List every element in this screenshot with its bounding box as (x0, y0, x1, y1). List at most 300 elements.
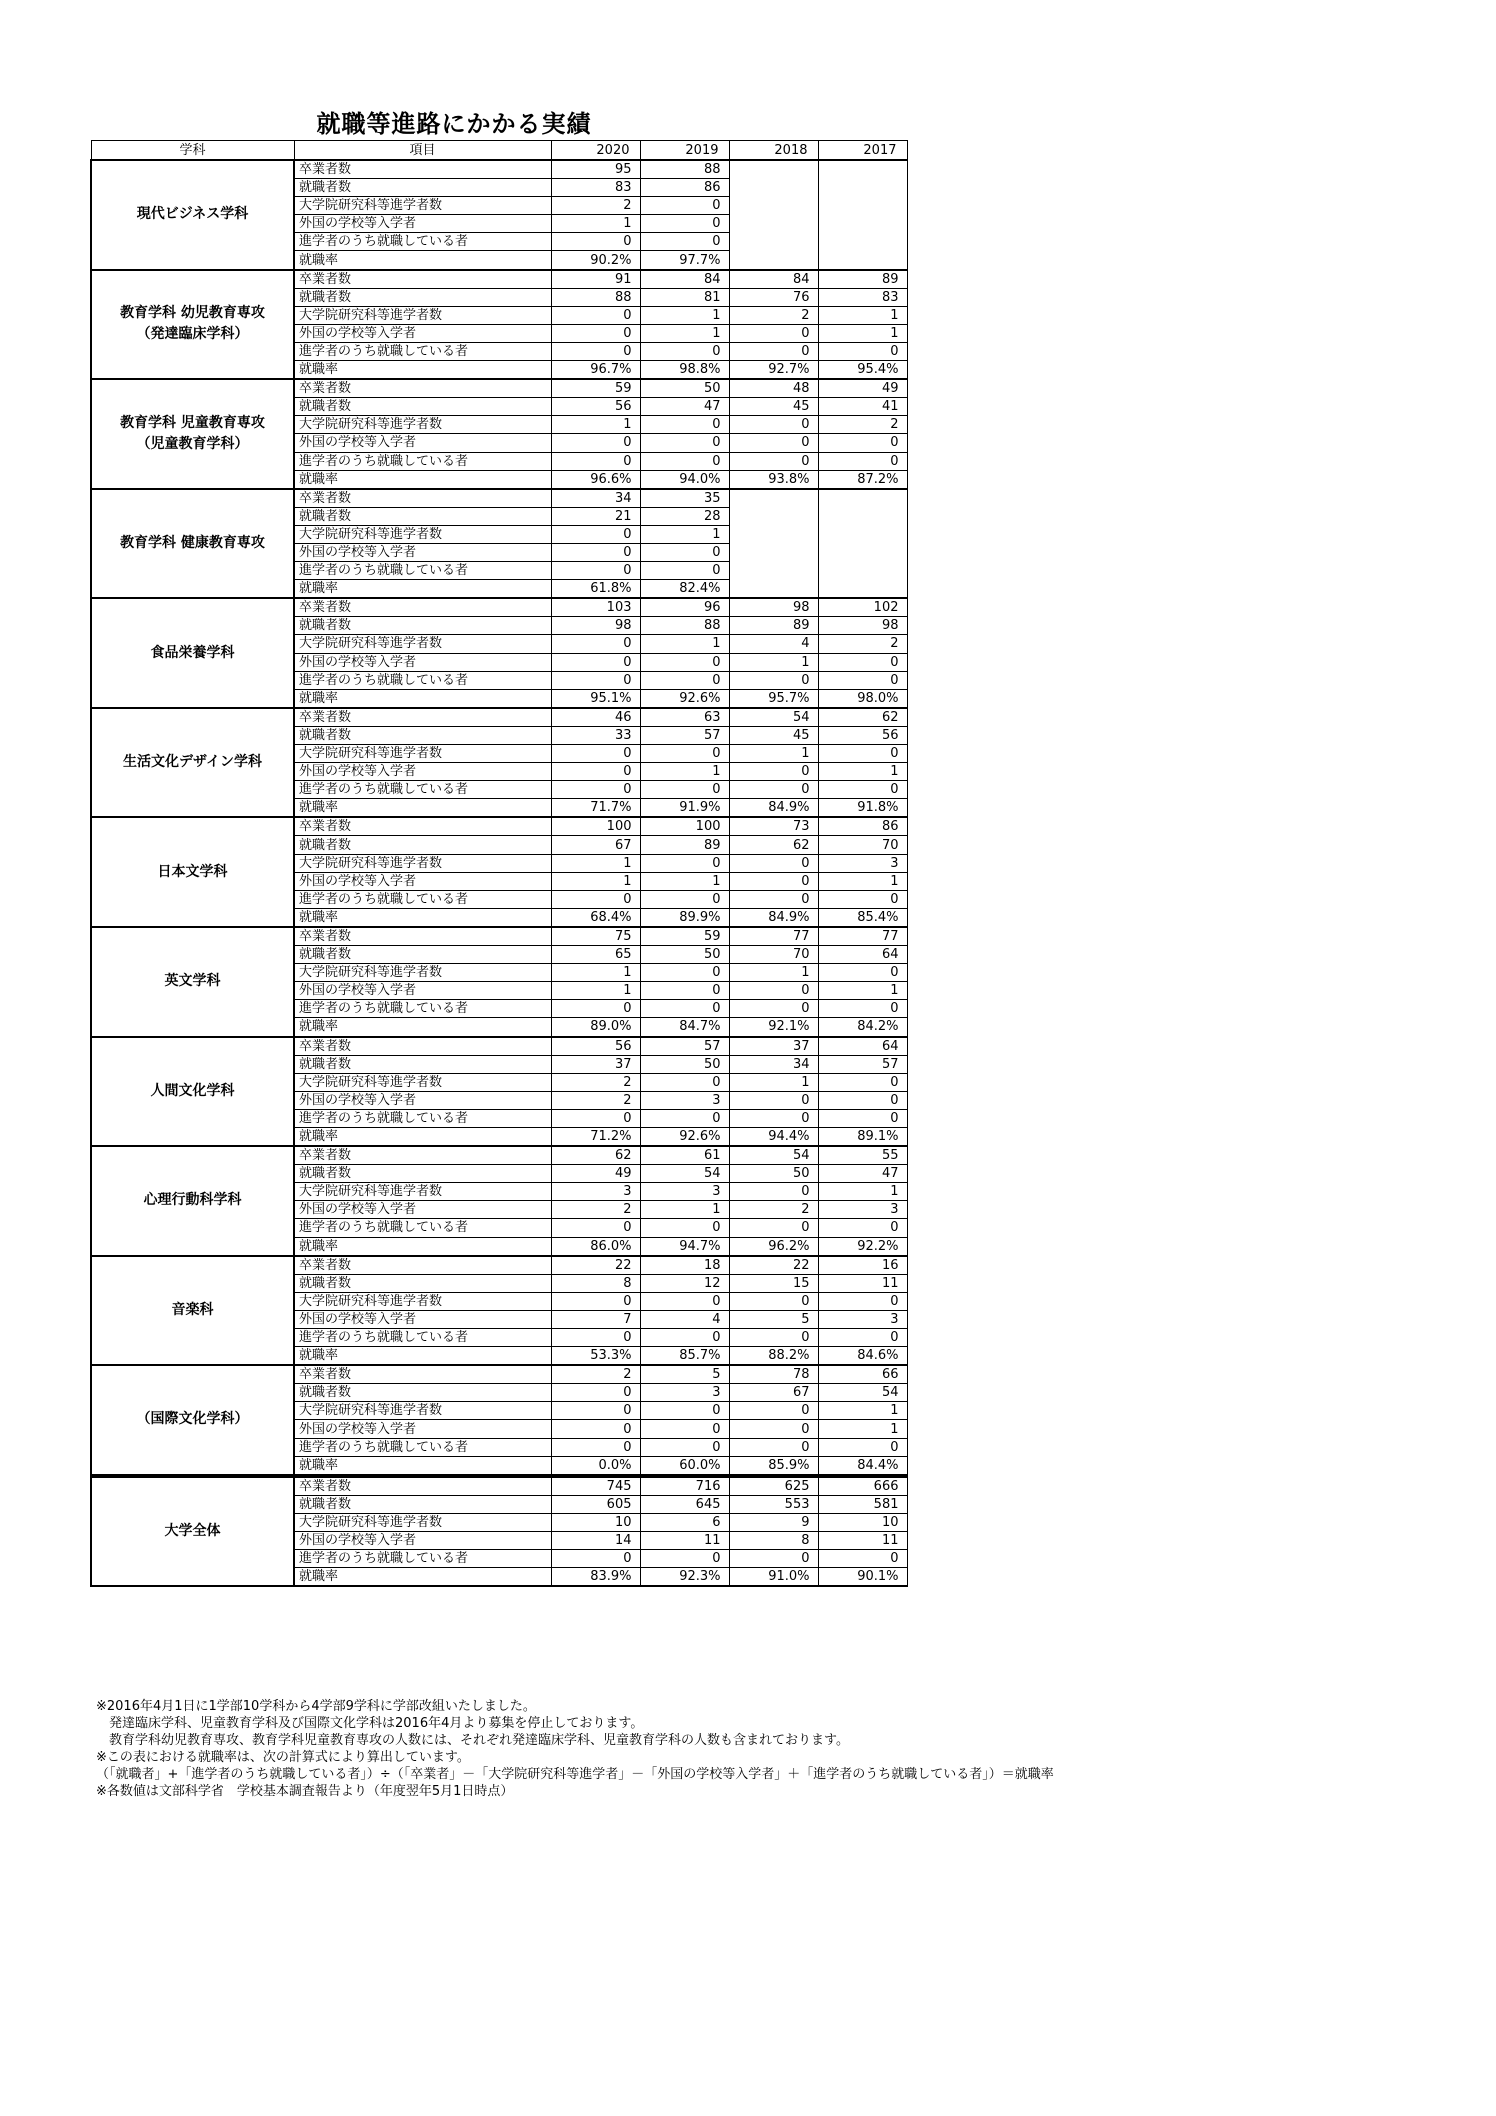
value-cell (729, 233, 818, 251)
value-cell: 0 (640, 1000, 729, 1018)
value-cell: 0 (818, 1000, 907, 1018)
value-cell: 2 (551, 1073, 640, 1091)
value-cell: 61.8% (551, 580, 640, 599)
row-label: 就職率 (294, 689, 551, 708)
value-cell: 4 (729, 635, 818, 653)
row-label: 大学院研究科等進学者数 (294, 197, 551, 215)
value-cell: 666 (818, 1476, 907, 1496)
row-label: 就職者数 (294, 1165, 551, 1183)
row-label: 卒業者数 (294, 708, 551, 727)
department-name: 教育学科 健康教育専攻 (91, 489, 294, 599)
value-cell: 54 (729, 1146, 818, 1165)
value-cell: 1 (640, 324, 729, 342)
header-year-2017: 2017 (818, 141, 907, 161)
value-cell: 47 (640, 398, 729, 416)
value-cell: 62 (551, 1146, 640, 1165)
value-cell: 3 (818, 854, 907, 872)
value-cell: 2 (551, 197, 640, 215)
footnotes (96, 1698, 1054, 1800)
value-cell: 1 (818, 1183, 907, 1201)
value-cell: 86 (818, 817, 907, 836)
value-cell: 3 (640, 1183, 729, 1201)
value-cell: 0 (729, 1550, 818, 1568)
value-cell (729, 197, 818, 215)
value-cell: 50 (729, 1165, 818, 1183)
value-cell (729, 562, 818, 580)
value-cell: 95.4% (818, 361, 907, 380)
value-cell: 0 (729, 1000, 818, 1018)
value-cell: 49 (551, 1165, 640, 1183)
value-cell: 0 (729, 781, 818, 799)
value-cell: 90.2% (551, 251, 640, 270)
value-cell: 0 (640, 1219, 729, 1237)
row-label: 外国の学校等入学者 (294, 543, 551, 561)
value-cell: 0 (818, 890, 907, 908)
row-label: 外国の学校等入学者 (294, 653, 551, 671)
value-cell: 0 (640, 1329, 729, 1347)
department-name: 音楽科 (91, 1256, 294, 1366)
value-cell: 64 (818, 1037, 907, 1056)
value-cell: 2 (818, 635, 907, 653)
value-cell: 0 (551, 1329, 640, 1347)
value-cell: 1 (818, 306, 907, 324)
value-cell: 84 (640, 270, 729, 289)
row-label: 卒業者数 (294, 1037, 551, 1056)
value-cell: 94.0% (640, 470, 729, 489)
value-cell: 55 (818, 1146, 907, 1165)
value-cell (818, 489, 907, 508)
value-cell: 46 (551, 708, 640, 727)
value-cell: 0 (640, 562, 729, 580)
value-cell: 0 (640, 434, 729, 452)
row-label: 卒業者数 (294, 927, 551, 946)
value-cell: 1 (818, 1420, 907, 1438)
value-cell: 98.8% (640, 361, 729, 380)
value-cell: 34 (551, 489, 640, 508)
value-cell: 0 (640, 1073, 729, 1091)
row-label: 就職率 (294, 580, 551, 599)
value-cell (729, 251, 818, 270)
row-label: 卒業者数 (294, 1146, 551, 1165)
table-row (91, 708, 907, 727)
value-cell: 0 (551, 1402, 640, 1420)
value-cell: 94.7% (640, 1237, 729, 1256)
row-label: 就職者数 (294, 1384, 551, 1402)
value-cell: 78 (729, 1365, 818, 1384)
department-name: 英文学科 (91, 927, 294, 1037)
row-label: 外国の学校等入学者 (294, 1201, 551, 1219)
value-cell: 0 (640, 197, 729, 215)
value-cell: 1 (551, 215, 640, 233)
value-cell: 581 (818, 1495, 907, 1513)
value-cell: 82.4% (640, 580, 729, 599)
department-name: 教育学科 児童教育専攻 （児童教育学科） (91, 379, 294, 489)
value-cell: 67 (729, 1384, 818, 1402)
row-label: 就職者数 (294, 726, 551, 744)
value-cell: 0 (551, 342, 640, 360)
row-label: 進学者のうち就職している者 (294, 781, 551, 799)
row-label: 大学院研究科等進学者数 (294, 1513, 551, 1531)
value-cell: 8 (729, 1532, 818, 1550)
value-cell: 1 (818, 872, 907, 890)
value-cell: 68.4% (551, 908, 640, 927)
value-cell: 37 (729, 1037, 818, 1056)
row-label: 進学者のうち就職している者 (294, 562, 551, 580)
value-cell: 1 (818, 324, 907, 342)
value-cell (818, 525, 907, 543)
value-cell: 85.7% (640, 1347, 729, 1366)
row-label: 就職者数 (294, 836, 551, 854)
row-label: 卒業者数 (294, 598, 551, 617)
value-cell (818, 543, 907, 561)
row-label: 就職率 (294, 1568, 551, 1587)
value-cell: 0 (640, 671, 729, 689)
row-label: 大学院研究科等進学者数 (294, 306, 551, 324)
value-cell: 0 (818, 1219, 907, 1237)
value-cell: 22 (729, 1256, 818, 1275)
value-cell: 9 (729, 1513, 818, 1531)
row-label: 外国の学校等入学者 (294, 215, 551, 233)
value-cell: 0 (729, 1420, 818, 1438)
row-label: 就職者数 (294, 398, 551, 416)
value-cell: 3 (818, 1201, 907, 1219)
row-label: 卒業者数 (294, 270, 551, 289)
value-cell: 0 (818, 781, 907, 799)
value-cell: 0 (640, 342, 729, 360)
value-cell: 84.9% (729, 908, 818, 927)
value-cell: 47 (818, 1165, 907, 1183)
value-cell: 41 (818, 398, 907, 416)
value-cell: 54 (729, 708, 818, 727)
value-cell: 59 (551, 379, 640, 398)
value-cell: 1 (818, 1402, 907, 1420)
department-name: 教育学科 幼児教育専攻 （発達臨床学科） (91, 270, 294, 380)
value-cell: 92.2% (818, 1237, 907, 1256)
value-cell (729, 543, 818, 561)
table-row (91, 1256, 907, 1275)
value-cell: 89.9% (640, 908, 729, 927)
value-cell: 66 (818, 1365, 907, 1384)
value-cell: 70 (818, 836, 907, 854)
row-label: 就職者数 (294, 507, 551, 525)
value-cell: 95.1% (551, 689, 640, 708)
value-cell: 0 (729, 763, 818, 781)
value-cell: 98 (551, 617, 640, 635)
row-label: 大学院研究科等進学者数 (294, 1073, 551, 1091)
value-cell: 0 (640, 1109, 729, 1127)
value-cell: 59 (640, 927, 729, 946)
value-cell: 91.0% (729, 1568, 818, 1587)
value-cell: 2 (551, 1201, 640, 1219)
row-label: 大学院研究科等進学者数 (294, 416, 551, 434)
department-name: 生活文化デザイン学科 (91, 708, 294, 818)
row-label: 就職率 (294, 1127, 551, 1146)
value-cell: 5 (640, 1365, 729, 1384)
value-cell: 11 (818, 1532, 907, 1550)
header-year-2020: 2020 (551, 141, 640, 161)
value-cell: 63 (640, 708, 729, 727)
value-cell: 0 (729, 854, 818, 872)
value-cell: 96.7% (551, 361, 640, 380)
value-cell: 1 (640, 1201, 729, 1219)
value-cell: 87.2% (818, 470, 907, 489)
row-label: 外国の学校等入学者 (294, 1310, 551, 1328)
value-cell: 92.7% (729, 361, 818, 380)
value-cell: 83.9% (551, 1568, 640, 1587)
value-cell: 0 (729, 1219, 818, 1237)
value-cell: 0 (640, 982, 729, 1000)
row-label: 就職者数 (294, 946, 551, 964)
row-label: 大学院研究科等進学者数 (294, 1183, 551, 1201)
row-label: 就職率 (294, 251, 551, 270)
page-title: 就職等進路にかかる実績 (316, 110, 592, 138)
value-cell: 0 (640, 781, 729, 799)
value-cell: 0 (640, 416, 729, 434)
row-label: 外国の学校等入学者 (294, 434, 551, 452)
value-cell: 61 (640, 1146, 729, 1165)
value-cell: 92.1% (729, 1018, 818, 1037)
value-cell: 28 (640, 507, 729, 525)
value-cell: 96 (640, 598, 729, 617)
value-cell: 2 (551, 1091, 640, 1109)
value-cell: 0 (551, 562, 640, 580)
value-cell: 0 (818, 1292, 907, 1310)
value-cell: 0.0% (551, 1456, 640, 1476)
value-cell: 605 (551, 1495, 640, 1513)
table-row (91, 160, 907, 179)
value-cell: 0 (640, 543, 729, 561)
value-cell: 67 (551, 836, 640, 854)
value-cell: 84.9% (729, 799, 818, 818)
value-cell: 3 (640, 1384, 729, 1402)
value-cell: 102 (818, 598, 907, 617)
value-cell: 0 (818, 1091, 907, 1109)
value-cell: 0 (551, 1384, 640, 1402)
value-cell: 745 (551, 1476, 640, 1496)
value-cell (729, 525, 818, 543)
table-row (91, 1146, 907, 1165)
value-cell: 0 (640, 1438, 729, 1456)
footnote-line: ※2016年4月1日に1学部10学科から4学部9学科に学部改組いたしました。 (96, 1699, 536, 1714)
value-cell (729, 580, 818, 599)
value-cell: 14 (551, 1532, 640, 1550)
value-cell: 11 (818, 1274, 907, 1292)
row-label: 就職率 (294, 470, 551, 489)
row-label: 就職率 (294, 908, 551, 927)
value-cell: 0 (640, 964, 729, 982)
value-cell: 0 (551, 1438, 640, 1456)
value-cell (818, 580, 907, 599)
row-label: 進学者のうち就職している者 (294, 452, 551, 470)
value-cell: 0 (551, 635, 640, 653)
table-header-row (91, 141, 907, 161)
value-cell: 2 (729, 1201, 818, 1219)
footnote-line: ※この表における就職率は、次の計算式により算出しています。 (96, 1750, 470, 1765)
value-cell: 92.6% (640, 1127, 729, 1146)
value-cell: 88 (640, 617, 729, 635)
value-cell: 56 (551, 1037, 640, 1056)
row-label: 進学者のうち就職している者 (294, 342, 551, 360)
value-cell: 0 (818, 964, 907, 982)
department-name: 人間文化学科 (91, 1037, 294, 1147)
value-cell: 103 (551, 598, 640, 617)
value-cell: 71.7% (551, 799, 640, 818)
department-name: 現代ビジネス学科 (91, 160, 294, 270)
value-cell: 11 (640, 1532, 729, 1550)
table-body (91, 160, 907, 1586)
value-cell: 77 (818, 927, 907, 946)
value-cell: 0 (729, 342, 818, 360)
row-label: 進学者のうち就職している者 (294, 890, 551, 908)
value-cell: 0 (551, 671, 640, 689)
value-cell: 35 (640, 489, 729, 508)
row-label: 大学院研究科等進学者数 (294, 854, 551, 872)
row-label: 進学者のうち就職している者 (294, 233, 551, 251)
value-cell: 0 (729, 1292, 818, 1310)
header-year-2018: 2018 (729, 141, 818, 161)
value-cell: 0 (729, 1402, 818, 1420)
value-cell: 84.7% (640, 1018, 729, 1037)
value-cell: 77 (729, 927, 818, 946)
footnote-line: 教育学科幼児教育専攻、教育学科児童教育専攻の人数には、それぞれ発達臨床学科、児童教育学科の人数も含まれております。 (96, 1733, 849, 1748)
value-cell: 645 (640, 1495, 729, 1513)
value-cell: 0 (640, 233, 729, 251)
value-cell (818, 507, 907, 525)
value-cell: 65 (551, 946, 640, 964)
value-cell: 0 (729, 872, 818, 890)
value-cell: 54 (818, 1384, 907, 1402)
row-label: 就職率 (294, 1347, 551, 1366)
value-cell: 50 (640, 379, 729, 398)
footnote-line: 発達臨床学科、児童教育学科及び国際文化学科は2016年4月より募集を停止しております。 (96, 1716, 644, 1731)
value-cell: 0 (729, 1109, 818, 1127)
row-label: 外国の学校等入学者 (294, 763, 551, 781)
value-cell: 1 (729, 1073, 818, 1091)
value-cell (818, 233, 907, 251)
department-name: （国際文化学科） (91, 1365, 294, 1476)
value-cell: 48 (729, 379, 818, 398)
value-cell: 89 (818, 270, 907, 289)
value-cell: 0 (729, 1329, 818, 1347)
value-cell: 62 (729, 836, 818, 854)
value-cell: 1 (640, 872, 729, 890)
value-cell: 0 (551, 233, 640, 251)
row-label: 卒業者数 (294, 817, 551, 836)
value-cell: 92.6% (640, 689, 729, 708)
value-cell: 88 (640, 160, 729, 179)
value-cell: 96.2% (729, 1237, 818, 1256)
value-cell: 0 (640, 452, 729, 470)
value-cell: 84 (729, 270, 818, 289)
value-cell: 71.2% (551, 1127, 640, 1146)
value-cell: 625 (729, 1476, 818, 1496)
footnote-line: （「就職者」+「進学者のうち就職している者」）÷（「卒業者」－「大学院研究科等進学者」－「外国の学校等入学者」＋「進学者のうち就職している者」）＝就職率 (96, 1767, 1054, 1782)
row-label: 就職率 (294, 1456, 551, 1476)
value-cell: 93.8% (729, 470, 818, 489)
header-year-2019: 2019 (640, 141, 729, 161)
department-name: 大学全体 (91, 1476, 294, 1587)
value-cell (818, 562, 907, 580)
value-cell (729, 215, 818, 233)
value-cell: 64 (818, 946, 907, 964)
value-cell: 1 (640, 525, 729, 543)
value-cell: 16 (818, 1256, 907, 1275)
value-cell: 0 (818, 653, 907, 671)
value-cell: 88 (551, 288, 640, 306)
row-label: 外国の学校等入学者 (294, 872, 551, 890)
value-cell: 37 (551, 1055, 640, 1073)
value-cell: 83 (551, 179, 640, 197)
table-row (91, 379, 907, 398)
value-cell: 86.0% (551, 1237, 640, 1256)
value-cell: 1 (551, 416, 640, 434)
value-cell: 0 (729, 324, 818, 342)
value-cell: 3 (551, 1183, 640, 1201)
value-cell: 88.2% (729, 1347, 818, 1366)
value-cell: 21 (551, 507, 640, 525)
value-cell: 0 (818, 1109, 907, 1127)
value-cell: 96.6% (551, 470, 640, 489)
value-cell: 12 (640, 1274, 729, 1292)
value-cell: 94.4% (729, 1127, 818, 1146)
row-label: 就職者数 (294, 1495, 551, 1513)
department-name: 食品栄養学科 (91, 598, 294, 708)
row-label: 大学院研究科等進学者数 (294, 1402, 551, 1420)
value-cell (729, 489, 818, 508)
row-label: 卒業者数 (294, 379, 551, 398)
value-cell: 75 (551, 927, 640, 946)
value-cell: 1 (640, 763, 729, 781)
row-label: 外国の学校等入学者 (294, 324, 551, 342)
value-cell: 10 (818, 1513, 907, 1531)
value-cell: 98.0% (818, 689, 907, 708)
value-cell: 98 (818, 617, 907, 635)
value-cell: 0 (818, 745, 907, 763)
value-cell: 62 (818, 708, 907, 727)
value-cell (818, 251, 907, 270)
value-cell: 89.0% (551, 1018, 640, 1037)
value-cell: 5 (729, 1310, 818, 1328)
value-cell: 0 (818, 342, 907, 360)
value-cell: 34 (729, 1055, 818, 1073)
employment-table (90, 140, 908, 1587)
row-label: 卒業者数 (294, 489, 551, 508)
row-label: 就職者数 (294, 179, 551, 197)
value-cell: 83 (818, 288, 907, 306)
value-cell: 0 (818, 1550, 907, 1568)
value-cell: 0 (640, 854, 729, 872)
value-cell: 0 (729, 452, 818, 470)
value-cell: 0 (640, 1420, 729, 1438)
value-cell: 56 (818, 726, 907, 744)
value-cell: 92.3% (640, 1568, 729, 1587)
value-cell (729, 179, 818, 197)
value-cell: 0 (818, 434, 907, 452)
value-cell: 54 (640, 1165, 729, 1183)
value-cell: 0 (729, 434, 818, 452)
row-label: 就職者数 (294, 1274, 551, 1292)
value-cell: 0 (551, 781, 640, 799)
value-cell: 0 (551, 763, 640, 781)
value-cell: 0 (551, 1000, 640, 1018)
value-cell: 0 (551, 1420, 640, 1438)
value-cell: 0 (729, 982, 818, 1000)
value-cell: 57 (818, 1055, 907, 1073)
value-cell: 4 (640, 1310, 729, 1328)
value-cell: 0 (551, 1292, 640, 1310)
value-cell: 81 (640, 288, 729, 306)
value-cell: 0 (551, 452, 640, 470)
